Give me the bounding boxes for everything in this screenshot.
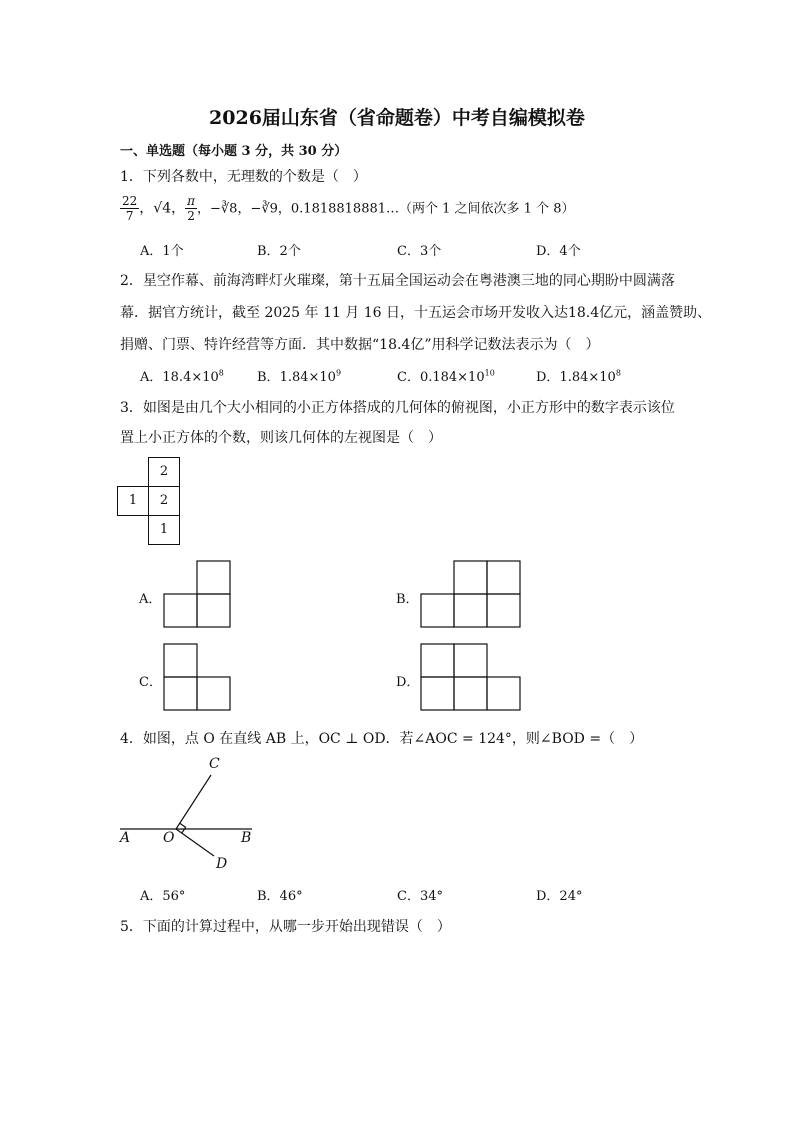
grid-cell-middle: 2 [148,486,180,516]
question-2-line-2: 幕．据官方统计，截至 2025 年 11 月 16 日，十五运会市场开发收入达18.4亿元，涵盖赞助、 [120,305,712,321]
section-heading: 一、单选题（每小题 3 分，共 30 分） [120,144,348,159]
point-label-c: C [209,756,220,772]
grid-cell-bottom: 1 [148,515,180,545]
q3-option-a-figure [164,561,230,627]
page-title: 2026届山东省（省命题卷）中考自编模拟卷 [209,107,585,129]
sqrt-4: √4 [153,200,172,217]
q2-option-c[interactable]: C．$0.184\times 10^{10}$ [397,368,495,385]
q2-option-d[interactable]: D．$1.84\times 10^8$ [536,368,621,385]
question-3-line-1: 3．如图是由几个大小相同的小正方体搭成的几何体的俯视图，小正方形中的数字表示该位 [120,400,675,416]
q3-option-b-figure [421,561,520,627]
q1-option-c[interactable]: C．3个 [397,244,442,259]
q3-option-c-figure [164,644,230,710]
grid-cell-top: 2 [148,457,180,487]
q4-option-b[interactable]: B．46° [257,889,303,904]
q1-option-b[interactable]: B．2个 [257,244,301,259]
question-2-line-1: 2．星空作幕、前海湾畔灯火璀璨，第十五届全国运动会在粤港澳三地的同心期盼中圆满落 [120,273,675,289]
question-4-stem: 4．如图，点 O 在直线 AB 上，OC ⊥ OD．若∠AOC = 124°，则∠BOD =（ ） [120,731,644,747]
question-1-numbers: $\frac{22}{7}$ ，√4， $\frac{\pi}{2}$ ，−∛8，−∛9，0.1818818881…（两个 1 之间依次多 1 个 8） [122,194,575,223]
q3-option-b-label[interactable]: B． [396,592,419,607]
question-1-rest: ，−∛8，−∛9，0.1818818881…（两个 1 之间依次多 1 个 8） [197,201,575,217]
point-label-a: A [120,830,131,846]
q2-option-a[interactable]: A．$18.4\times 10^8$ [140,368,224,385]
point-label-o: O [163,830,175,846]
q4-angle-diagram [120,775,252,856]
point-label-d: D [216,856,228,872]
question-3-line-2: 置上小正方体的个数，则该几何体的左视图是（ ） [120,430,442,446]
q1-option-a[interactable]: A．1个 [140,244,184,259]
q2-option-b[interactable]: B．$1.84\times 10^9$ [257,368,342,385]
q1-option-d[interactable]: D．4个 [536,244,581,259]
q4-option-c[interactable]: C．34° [397,889,443,904]
question-1-stem: 1．下列各数中，无理数的个数是（ ） [120,169,367,185]
question-2-line-3: 捐赠、门票、特许经营等方面．其中数据“18.4亿”用科学记数法表示为（ ） [120,337,600,353]
q4-option-d[interactable]: D．24° [536,889,583,904]
q3-option-d-label[interactable]: D． [396,675,420,690]
q3-option-d-figure [421,644,520,710]
q4-option-a[interactable]: A．56° [140,889,186,904]
q3-option-c-label[interactable]: C． [139,675,162,690]
fraction-22-7: $\frac{22}{7}$ [122,194,138,223]
q3-option-a-label[interactable]: A． [139,592,162,607]
point-label-b: B [241,830,252,846]
grid-cell-left: 1 [117,486,149,516]
fraction-pi-2: $\frac{\pi}{2}$ [187,194,195,223]
question-5-stem: 5．下面的计算过程中，从哪一步开始出现错误（ ） [120,919,451,935]
